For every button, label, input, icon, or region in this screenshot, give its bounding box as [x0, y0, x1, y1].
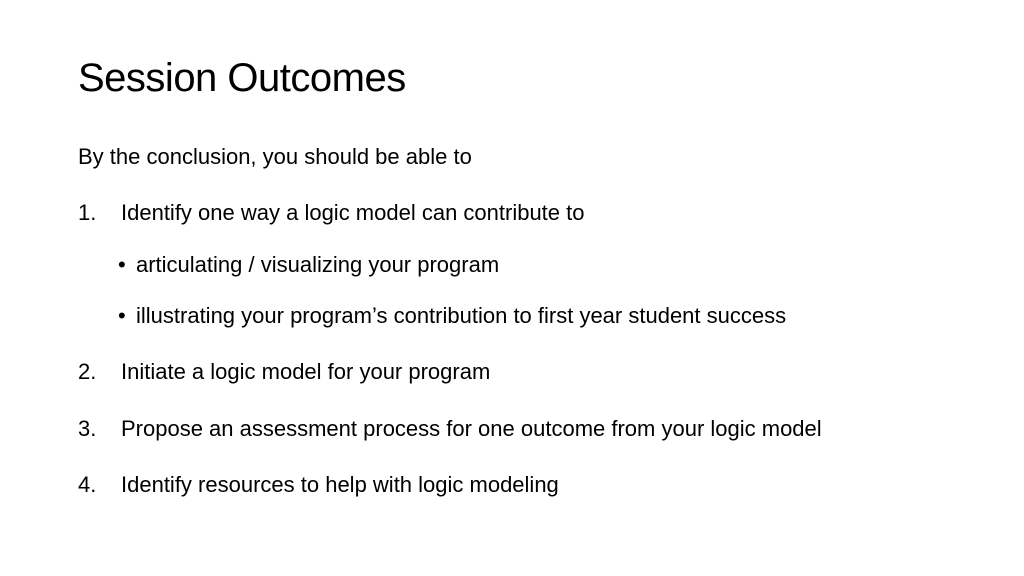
outcome-number: 1. [78, 200, 97, 225]
outcome-text: Propose an assessment process for one outcome from your logic model [121, 416, 822, 441]
subitem-text: illustrating your program’s contribution to first year student success [136, 303, 787, 328]
outcome-item-1 [78, 200, 585, 226]
subitem-text: articulating / visualizing your program [136, 252, 500, 277]
outcome-number: 2. [78, 359, 97, 384]
outcome-text: Identify one way a logic model can contribute to [121, 200, 585, 225]
outcome-number: 3. [78, 416, 97, 441]
bullet-icon: • [118, 303, 126, 328]
outcome-text: Initiate a logic model for your program [121, 359, 491, 384]
outcome-item-3 [78, 416, 822, 442]
outcome-text: Identify resources to help with logic modeling [121, 472, 559, 497]
outcome-number: 4. [78, 472, 97, 497]
slide-title: Session Outcomes [78, 56, 406, 100]
outcome-item-4 [78, 472, 559, 498]
outcome-item-2 [78, 359, 490, 385]
outcome-subitem-2 [118, 303, 786, 329]
outcome-subitem-1 [118, 252, 499, 278]
intro-text: By the conclusion, you should be able to [78, 144, 472, 169]
bullet-icon: • [118, 252, 126, 277]
